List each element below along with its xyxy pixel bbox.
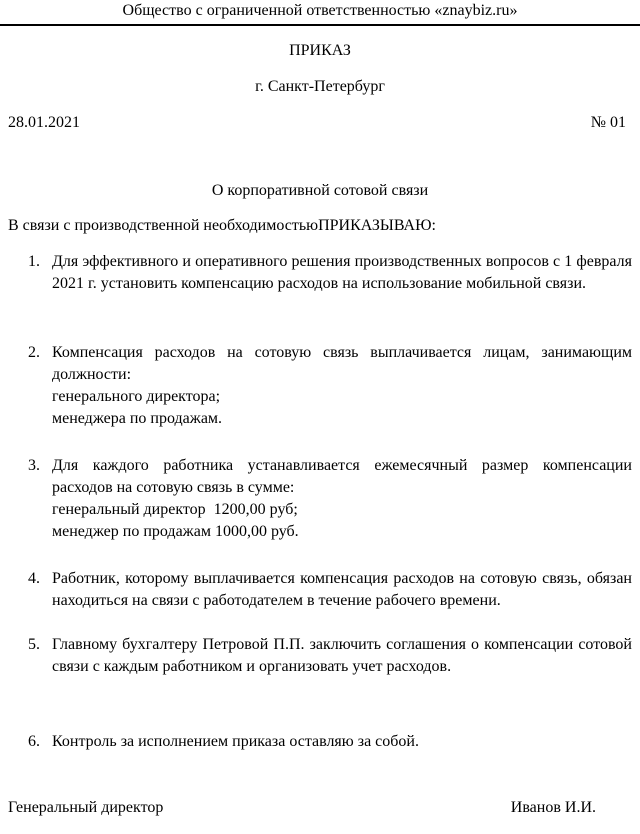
order-item-6	[28, 731, 632, 753]
order-item-text: Работник, которому выплачивается компенсация расходов на сотовую связь, обязан находиться на связи с работодателем в течение рабочего времени.	[52, 570, 632, 609]
document-city: г. Санкт-Петербург	[255, 78, 385, 95]
order-item-text: Контроль за исполнением приказа оставляю за собой.	[52, 733, 419, 750]
order-item-line: менеджера по продажам.	[52, 410, 223, 427]
order-item-number: 5.	[28, 636, 40, 653]
order-item-text: Для каждого работника устанавливается ежемесячный размер компенсации расходов на сотовую связь в сумме:	[52, 457, 632, 496]
header-divider	[0, 24, 640, 26]
order-item-line: генеральный директор 1200,00 руб;	[52, 501, 298, 518]
order-item-text: Главному бухгалтеру Петровой П.П. заключить соглашения о компенсации сотовой связи с каждым работником и организовать учет расходов.	[52, 636, 632, 675]
document-date: 28.01.2021	[8, 114, 80, 131]
document-subject: О корпоративной сотовой связи	[211, 182, 429, 199]
order-item-3	[28, 455, 632, 543]
organization-header: Общество с ограниченной ответственностью «znaybiz.ru»	[122, 2, 518, 19]
order-item-number: 1.	[28, 253, 40, 270]
document-number: № 01	[590, 114, 626, 131]
order-item-1	[28, 251, 632, 295]
order-item-2	[28, 342, 632, 430]
order-item-text: Для эффективного и оперативного решения производственных вопросов с 1 февраля 2021 г. установить компенсацию расходов на использование мобильной связи.	[52, 253, 632, 292]
order-item-line: генерального директора;	[52, 388, 221, 405]
order-item-number: 3.	[28, 457, 40, 474]
order-item-line: менеджер по продажам 1000,00 руб.	[52, 523, 299, 540]
order-item-text: Компенсация расходов на сотовую связь выплачивается лицам, занимающим должности:	[52, 344, 632, 383]
order-item-5	[28, 634, 632, 678]
signature-name: Иванов И.И.	[510, 799, 596, 816]
document-title: ПРИКАЗ	[289, 42, 351, 59]
document-intro: В связи с производственной необходимостьюПРИКАЗЫВАЮ:	[8, 217, 436, 234]
order-item-number: 2.	[28, 344, 40, 361]
order-item-number: 4.	[28, 570, 40, 587]
order-item-number: 6.	[28, 733, 40, 750]
signature-position: Генеральный директор	[8, 799, 164, 816]
order-item-4	[28, 568, 632, 612]
